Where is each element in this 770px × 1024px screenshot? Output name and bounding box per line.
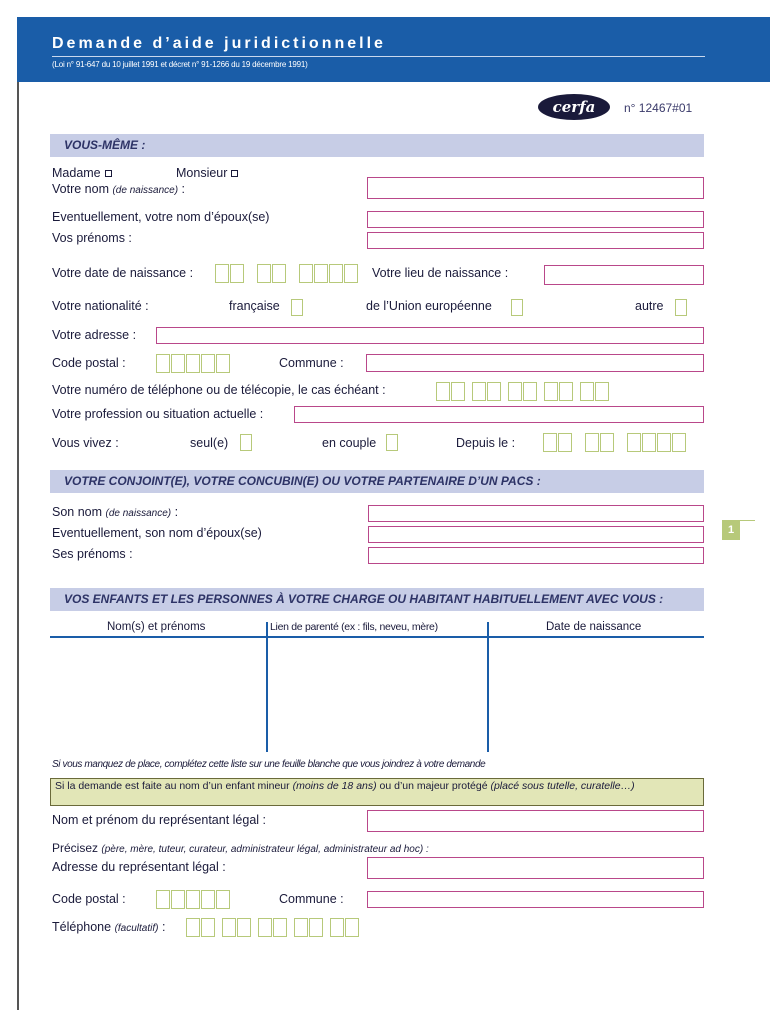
frame-text-2: ou d’un majeur protégé <box>376 780 491 792</box>
rep-telephone-suffix: : <box>158 920 166 934</box>
enfants-table-header <box>50 620 704 638</box>
nat-ue-checkbox[interactable] <box>511 299 523 316</box>
profession-label: Votre profession ou situation actuelle : <box>52 407 264 421</box>
telephone-digits[interactable] <box>436 382 610 402</box>
rep-commune-field[interactable] <box>367 891 704 908</box>
conjoint-nom-label-text: Son nom <box>52 505 103 519</box>
page-number: 1 <box>722 520 740 540</box>
conjoint-nom-label <box>52 505 178 519</box>
nom-label-suffix: : <box>178 182 186 196</box>
madame-label: Madame <box>52 166 101 180</box>
code-postal-digits[interactable] <box>156 354 231 374</box>
madame-checkbox[interactable] <box>105 170 112 177</box>
telephone-label: Votre numéro de téléphone ou de télécopie, le cas échéant : <box>52 383 386 397</box>
nat-ue-label: de l’Union européenne <box>366 299 492 313</box>
rep-code-postal-label: Code postal : <box>52 892 126 906</box>
form-title: Demande d’aide juridictionnelle <box>52 35 386 52</box>
header-banner <box>17 17 770 82</box>
commune-label: Commune : <box>279 356 344 370</box>
depuis-label: Depuis le : <box>456 436 516 450</box>
conjoint-nom-epoux-field[interactable] <box>368 526 704 543</box>
monsieur-option[interactable] <box>176 166 238 180</box>
seul-checkbox[interactable] <box>240 434 252 451</box>
cerfa-number: n° 12467#01 <box>624 101 693 115</box>
monsieur-checkbox[interactable] <box>231 170 238 177</box>
nat-autre-checkbox[interactable] <box>675 299 687 316</box>
code-postal-label: Code postal : <box>52 356 126 370</box>
rep-telephone-hint: (facultatif) <box>114 923 159 934</box>
nom-label-text: Votre nom <box>52 182 109 196</box>
nat-francaise-checkbox[interactable] <box>291 299 303 316</box>
nat-autre-label: autre <box>635 299 664 313</box>
representant-adresse-label: Adresse du représentant légal : <box>52 860 226 874</box>
col-date-naissance: Date de naissance <box>546 621 642 633</box>
date-naissance-digits[interactable] <box>215 264 359 284</box>
adresse-field[interactable] <box>156 327 704 344</box>
conjoint-nom-field[interactable] <box>368 505 704 522</box>
rep-commune-label: Commune : <box>279 892 344 906</box>
rep-telephone-label <box>52 920 165 934</box>
conjoint-nom-label-suffix: : <box>171 505 179 519</box>
col-lien-parente: Lien de parenté (ex : fils, neveu, mère) <box>270 621 438 633</box>
enfants-col-divider-1 <box>266 622 268 752</box>
enfants-col-divider-2 <box>487 622 489 752</box>
month-digits[interactable] <box>257 264 287 284</box>
section-vous-meme-header: VOUS-MÊME : <box>50 134 704 157</box>
nom-label <box>52 182 185 196</box>
nom-epoux-field[interactable] <box>367 211 704 228</box>
vous-vivez-label: Vous vivez : <box>52 436 119 450</box>
conjoint-prenoms-label: Ses prénoms : <box>52 547 133 561</box>
adresse-label: Votre adresse : <box>52 328 137 342</box>
couple-checkbox[interactable] <box>386 434 398 451</box>
seul-label: seul(e) <box>190 436 229 450</box>
representant-nom-label: Nom et prénom du représentant légal : <box>52 813 267 827</box>
day-digits[interactable] <box>215 264 245 284</box>
nom-hint: (de naissance) <box>112 185 179 196</box>
nom-field[interactable] <box>367 177 704 199</box>
frame-hint-1: (moins de 18 ans) <box>292 780 377 792</box>
representant-frame <box>50 778 704 806</box>
depuis-digits[interactable] <box>543 433 687 453</box>
precisez-text: Précisez <box>52 841 102 855</box>
col-nom-prenoms: Nom(s) et prénoms <box>107 621 206 633</box>
conjoint-nom-hint: (de naissance) <box>105 508 172 519</box>
form-subtitle: (Loi n° 91-647 du 10 juillet 1991 et décret n° 91-1266 du 19 décembre 1991) <box>52 60 308 69</box>
prenoms-label: Vos prénoms : <box>52 231 132 245</box>
conjoint-prenoms-field[interactable] <box>368 547 704 564</box>
title-rule <box>52 56 705 57</box>
page-number-rule <box>740 520 755 521</box>
lieu-naissance-field[interactable] <box>544 265 704 285</box>
precisez-hint: (père, mère, tuteur, curateur, administrateur légal, administrateur ad hoc) : <box>101 844 429 855</box>
conjoint-nom-epoux-label: Eventuellement, son nom d’époux(se) <box>52 526 262 540</box>
date-naissance-label: Votre date de naissance : <box>52 266 194 280</box>
representant-adresse-field[interactable] <box>367 857 704 879</box>
nom-epoux-label: Eventuellement, votre nom d’époux(se) <box>52 210 270 224</box>
left-margin-rule <box>17 82 19 1010</box>
nationalite-label: Votre nationalité : <box>52 299 149 313</box>
nat-francaise-label: française <box>229 299 280 313</box>
cerfa-logo: cerfa <box>538 94 610 120</box>
frame-text-1: Si la demande est faite au nom d’un enfant mineur <box>55 780 290 792</box>
year-digits[interactable] <box>299 264 359 284</box>
lieu-naissance-label: Votre lieu de naissance : <box>372 266 509 280</box>
representant-nom-field[interactable] <box>367 810 704 832</box>
rep-code-postal-digits[interactable] <box>156 890 231 910</box>
prenoms-field[interactable] <box>367 232 704 249</box>
rep-telephone-text: Téléphone <box>52 920 112 934</box>
rep-telephone-digits[interactable] <box>186 918 360 938</box>
section-conjoint-header: VOTRE CONJOINT(E), VOTRE CONCUBIN(E) OU VOTRE PARTENAIRE D’UN PACS : <box>50 470 704 493</box>
frame-hint-2: (placé sous tutelle, curatelle…) <box>490 780 635 792</box>
madame-option[interactable] <box>52 166 112 180</box>
section-enfants-header: VOS ENFANTS ET LES PERSONNES À VOTRE CHARGE OU HABITANT HABITUELLEMENT AVEC VOUS : <box>50 588 704 611</box>
couple-label: en couple <box>322 436 377 450</box>
precisez-label <box>52 841 429 855</box>
profession-field[interactable] <box>294 406 704 423</box>
commune-field[interactable] <box>366 354 704 372</box>
monsieur-label: Monsieur <box>176 166 228 180</box>
place-note: Si vous manquez de place, complétez cette liste sur une feuille blanche que vous joindrez à votre demande <box>52 759 486 770</box>
